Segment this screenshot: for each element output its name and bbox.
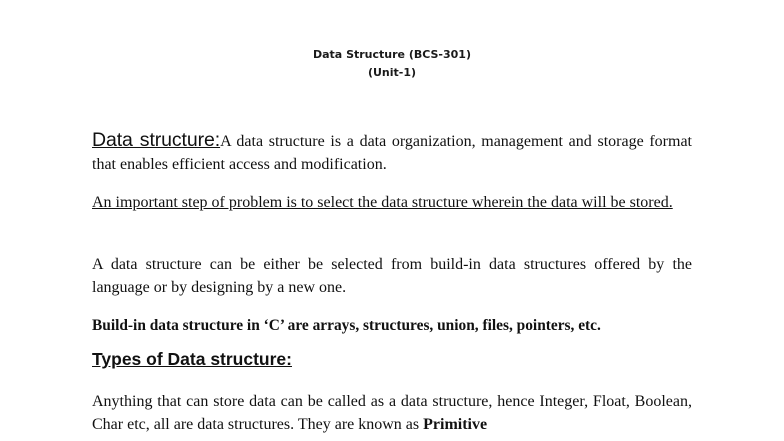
- important-step-paragraph: An important step of problem is to select the data structure wherein the data will be stored.: [92, 194, 673, 211]
- types-text: Anything that can store data can be called as a data structure, hence Integer, Float, Boolean, Char etc, all are data structures. They are known as: [92, 393, 692, 433]
- definition-heading: Data structure:: [92, 129, 221, 151]
- types-text-bold: Primitive: [423, 416, 488, 433]
- document-unit: (Unit-1): [367, 66, 417, 79]
- builtin-paragraph: Build-in data structure in ‘C’ are arrays, structures, union, files, pointers, etc.: [92, 317, 601, 334]
- document-title: Data Structure (BCS-301): [313, 48, 471, 61]
- types-heading: Types of Data structure:: [92, 349, 292, 369]
- types-paragraph: [92, 390, 692, 436]
- definition-text: A data structure is a data organization, management and storage format that enables efficient access and modification.: [92, 133, 693, 173]
- selection-paragraph: A data structure can be either be selected from build-in data structures offered by the language or by designing by a new one.: [92, 256, 692, 296]
- definition-paragraph: [92, 129, 692, 176]
